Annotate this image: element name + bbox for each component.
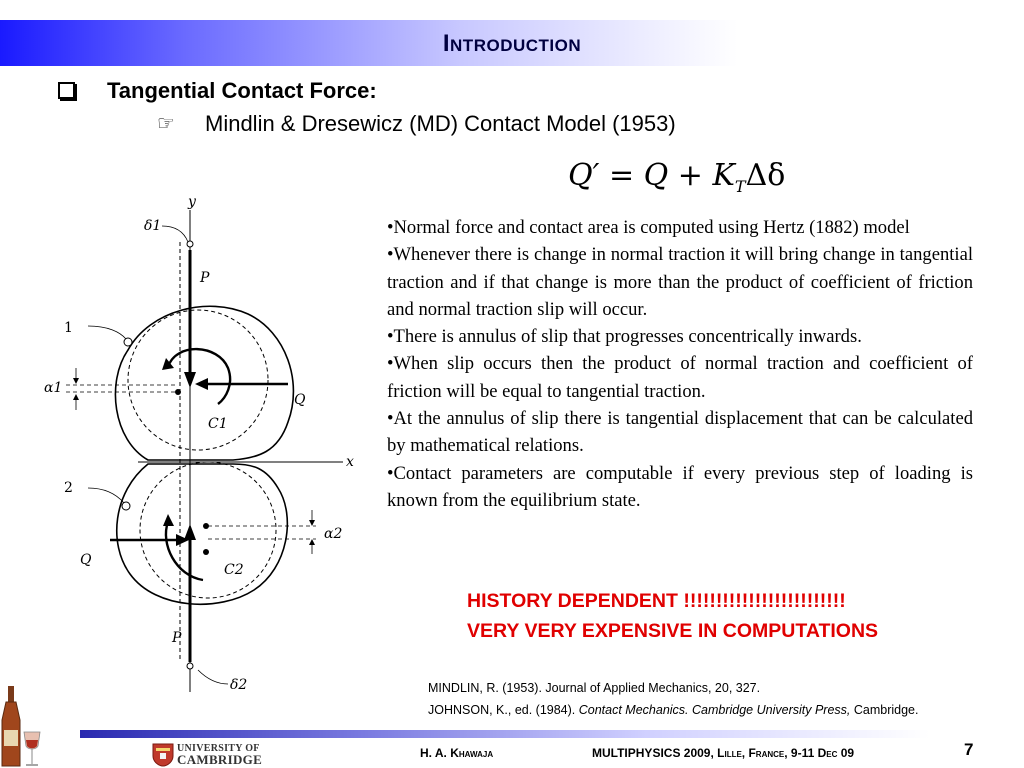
ref2-title: Contact Mechanics. Cambridge University Press, — [578, 703, 851, 717]
pointing-hand-icon: ☞ — [157, 111, 175, 135]
c2-rotation-arrow — [166, 522, 203, 580]
bullet-3: •There is annulus of slip that progresses concentrically inwards. — [387, 326, 862, 348]
label-y: y — [188, 194, 196, 210]
label-c2: C2 — [224, 562, 244, 578]
warning-line-1: HISTORY DEPENDENT !!!!!!!!!!!!!!!!!!!!!!!!! — [467, 590, 846, 612]
slide-title: Introduction — [442, 30, 582, 57]
footer-divider — [80, 730, 1024, 738]
page-number: 7 — [964, 740, 974, 759]
bullet-5: •At the annulus of slip there is tangential displacement that can be calculated by mathematical relations. — [387, 408, 973, 457]
footer-author: H. A. Khawaja — [420, 746, 494, 760]
label-x: x — [346, 454, 354, 470]
warning-text — [467, 586, 878, 646]
ref2-suffix: Cambridge. — [850, 703, 919, 717]
bullet-4: •When slip occurs then the product of normal traction and coefficient of friction will be equal to tangential traction. — [387, 353, 973, 402]
cambridge-shield-icon — [152, 743, 174, 767]
label-p-bottom: P — [172, 630, 182, 646]
label-p-top: P — [200, 270, 210, 286]
label-alpha2: α2 — [324, 526, 343, 542]
label-delta1: δ1 — [144, 218, 162, 234]
section-heading: Tangential Contact Force: — [107, 78, 377, 103]
formula-k-sub: T — [734, 177, 746, 196]
formula-delta: Δδ — [745, 158, 786, 193]
label-one: 1 — [64, 320, 73, 336]
bullet-1: •Normal force and contact area is computed using Hertz (1882) model — [387, 217, 910, 238]
warning-line-2: VERY VERY EXPENSIVE IN COMPUTATIONS — [467, 620, 879, 642]
checkbox-bullet-icon — [58, 82, 75, 99]
reference-johnson — [428, 699, 918, 721]
university-line-2: CAMBRIDGE — [177, 752, 263, 767]
bullet-6: •Contact parameters are computable if every previous step of loading is known from the equilibrium state. — [387, 462, 973, 511]
ref2-prefix: JOHNSON, K., ed. (1984). — [428, 703, 579, 717]
explanation-text — [387, 214, 973, 514]
c1-rotation-arrow — [168, 349, 230, 404]
university-line-1: UNIVERSITY OF — [177, 743, 260, 754]
tangential-force-formula — [568, 158, 785, 196]
label-q-left: Q — [80, 552, 92, 568]
formula-lhs: Q′ = — [568, 158, 635, 193]
lower-sphere-dashed — [140, 462, 276, 598]
label-c1: C1 — [208, 416, 228, 432]
footer-conference: MULTIPHYSICS 2009, Lille, France, 9-11 Dec 09 — [592, 746, 855, 760]
title-bar — [0, 20, 1024, 66]
formula-q: Q + — [643, 158, 703, 193]
label-two: 2 — [64, 480, 73, 496]
upper-sphere-dashed — [128, 310, 268, 450]
model-subheading: Mindlin & Dresewicz (MD) Contact Model (1953) — [205, 111, 676, 136]
lower-sphere-outline — [117, 464, 288, 604]
label-delta2: δ2 — [230, 677, 248, 693]
label-q-right: Q — [294, 392, 306, 408]
wine-bottle-icon — [0, 686, 42, 768]
bullet-2: •Whenever there is change in normal traction it will bring change in tangential traction and if that change is more than the product of coefficient of friction and normal traction slip will occur. — [387, 244, 973, 320]
contact-diagram — [44, 192, 368, 697]
label-alpha1: α1 — [44, 380, 63, 396]
references — [428, 677, 918, 721]
formula-k: K — [712, 158, 735, 193]
reference-mindlin: MINDLIN, R. (1953). Journal of Applied Mechanics, 20, 327. — [428, 681, 761, 695]
university-name — [177, 743, 262, 765]
